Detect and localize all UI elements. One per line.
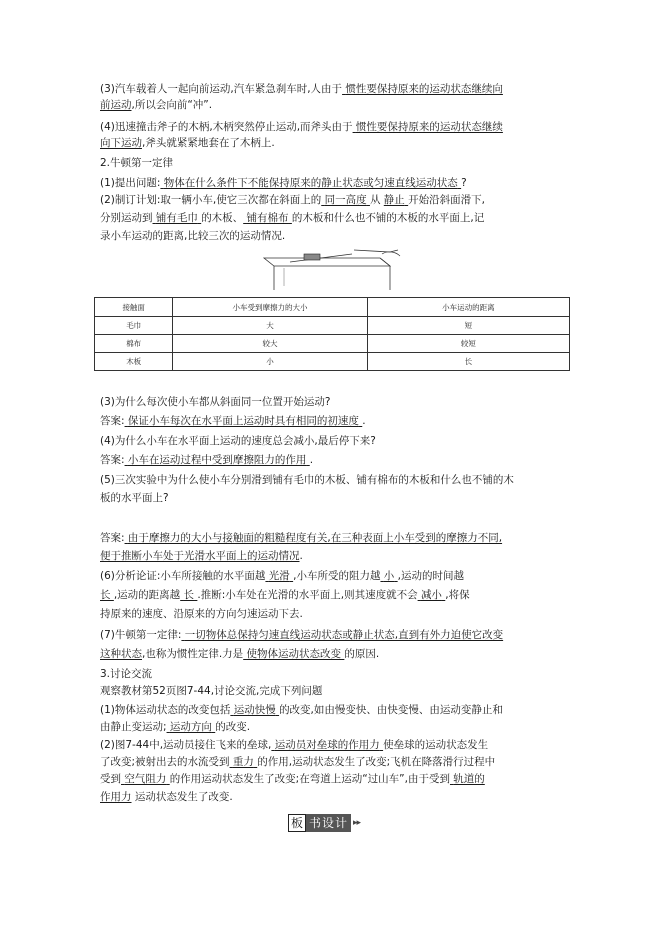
table-header-row	[95, 298, 570, 317]
table-header: 接触面	[95, 298, 173, 317]
section-3-intro: 观察教材第52页图7-44,讨论交流,完成下列问题	[100, 685, 323, 697]
q2-plan-line-3: 录小车运动的距离,比较三次的运动情况.	[100, 230, 286, 242]
q6-analysis-line-1: (6)分析论证:小车所接触的水平面越 光滑 ,小车所受的阻力越 小 ,运动的时间越	[100, 570, 464, 582]
answer-5-line-2: 便于推断小车处于光滑水平面上的运动情况.	[100, 550, 303, 562]
answer-5-line-1: 答案: 由于摩擦力的大小与接触面的粗糙程度有关,在三种表面上小车受到的摩擦力不同,	[100, 532, 503, 544]
q4-axe-line-2: 向下运动,斧头就紧紧地套在了木柄上.	[100, 137, 275, 149]
section-2-title: 2.牛顿第一定律	[100, 157, 174, 169]
incline-experiment-figure	[262, 246, 402, 292]
banner-text: 书设计	[306, 814, 351, 832]
q1-question: (1)提出问题: 物体在什么条件下不能保持原来的静止状态或匀速直线运动状态 ?	[100, 177, 467, 189]
table-row	[95, 353, 570, 371]
board-design-banner	[288, 813, 360, 833]
experiment-table	[94, 297, 570, 371]
table-header: 小车受到摩擦力的大小	[173, 298, 367, 317]
q3-inertia-line-2: 前运动,所以会向前“冲”.	[100, 99, 213, 111]
q6-analysis-line-3: 持原来的速度、沿原来的方向匀速运动下去.	[100, 608, 303, 620]
s3-q2-line-1: (2)图7-44中,运动员接住飞来的垒球, 运动员对垒球的作用力 使垒球的运动状态发生	[100, 739, 489, 751]
table-cell: 毛巾	[95, 317, 173, 335]
q3-why-same-position: (3)为什么每次使小车都从斜面同一位置开始运动?	[100, 396, 331, 408]
table-cell: 小	[173, 353, 367, 371]
table-row	[95, 317, 570, 335]
table-header: 小车运动的距离	[367, 298, 569, 317]
q7-newton-law-line-1: (7)牛顿第一定律: 一切物体总保持匀速直线运动状态或静止状态,直到有外力迫使它改变	[100, 629, 504, 641]
s3-q2-line-4: 作用力 运动状态发生了改变.	[100, 791, 233, 803]
s3-q2-line-3: 受到 空气阻力 的作用运动状态发生了改变;在弯道上运动“过山车”,由于受到 轨道的	[100, 773, 485, 785]
table-cell: 棉布	[95, 335, 173, 353]
table-cell: 较大	[173, 335, 367, 353]
s3-q1-line-2: 由静止变运动; 运动方向 的改变.	[100, 721, 251, 733]
q6-analysis-line-2: 长 ,运动的距离越 长 .推断:小车处在光滑的水平面上,则其速度就不会 减小 ,将保	[100, 589, 470, 601]
q4-why-slow-down: (4)为什么小车在水平面上运动的速度总会减小,最后停下来?	[100, 435, 376, 447]
q2-plan-line-1: (2)制订计划:取一辆小车,使它三次都在斜面上的 同一高度 从 静止 开始沿斜面滑下,	[100, 194, 485, 206]
section-3-title: 3.讨论交流	[100, 668, 153, 680]
s3-q1-line-1: (1)物体运动状态的改变包括 运动快慢 的改变,如由慢变快、由快变慢、由运动变静止和	[100, 704, 503, 716]
answer-4: 答案: 小车在运动过程中受到摩擦阻力的作用 .	[100, 454, 314, 466]
table-cell: 短	[367, 317, 569, 335]
q3-inertia-line-1: (3)汽车载着人一起向前运动,汽车紧急刹车时,人由于 惯性要保持原来的运动状态继续向	[100, 83, 503, 95]
table-cell: 木板	[95, 353, 173, 371]
q5-surfaces-line-1: (5)三次实验中为什么使小车分别滑到铺有毛巾的木板、铺有棉布的木板和什么也不铺的木	[100, 474, 514, 486]
table-cell: 大	[173, 317, 367, 335]
table-cell: 较短	[367, 335, 569, 353]
q5-surfaces-line-2: 板的水平面上?	[100, 492, 169, 504]
q7-newton-law-line-2: 这种状态,也称为惯性定律.力是 使物体运动状态改变 的原因.	[100, 648, 380, 660]
table-cell: 长	[367, 353, 569, 371]
q4-axe-line-1: (4)迅速撞击斧子的木柄,木柄突然停止运动,而斧头由于 惯性要保持原来的运动状态继续	[100, 121, 503, 133]
answer-3: 答案: 保证小车每次在水平面上运动时具有相同的初速度 .	[100, 415, 366, 427]
s3-q2-line-2: 了改变;被射出去的水流受到 重力 的作用,运动状态发生了改变;飞机在降落滑行过程中	[100, 756, 496, 768]
q2-plan-line-2: 分别运动到 铺有毛巾 的木板、 铺有棉布 的木板和什么也不铺的木板的水平面上,记	[100, 212, 485, 224]
banner-char: 板	[288, 814, 306, 832]
double-arrow-icon: ▸▸	[353, 818, 361, 828]
table-row	[95, 335, 570, 353]
